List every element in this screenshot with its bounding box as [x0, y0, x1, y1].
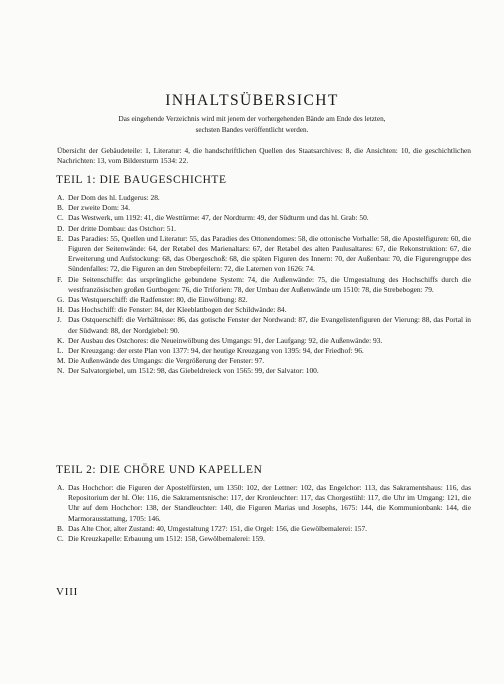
entry-letter: B. [57, 523, 64, 533]
toc-entry [57, 524, 471, 534]
toc-entry [57, 483, 471, 524]
entry-letter: G. [57, 295, 65, 305]
toc-entry [57, 346, 471, 356]
entry-text: Das Westwerk, um 1192: 41, die Westtürme: 47, der Nordturm: 49, der Südturm und das hl. Grab: 50. [68, 213, 369, 223]
entry-text: Der Ausbau des Ostchores: die Neueinwölbung des Umgangs: 91, der Laufgang: 92, die Außenwände: 93. [68, 335, 383, 345]
overview-paragraph: Übersicht der Gebäudeteile: 1, Literatur: 4, die handschriftlichen Quellen des Staatsarchives: 8, die Ansichten: 10, die geschichtlichen Nachrichten: 13, vom Bildersturm 1534: 22. [57, 146, 471, 166]
entry-letter: A. [57, 193, 65, 202]
toc-entry [57, 234, 471, 275]
entry-letter: E. [57, 233, 64, 243]
entry-text: Der Salvatorgiebel, um 1512: 98, das Giebeldreieck von 1565: 99, der Salvator: 100. [68, 366, 319, 376]
entry-text: Das Paradies: 55, Quellen und Literatur: 55, das Paradies des Ottonendomes: 58, die ottonische Vorhalle: 58, die Apostelfiguren: 60, die Figuren der Seitenwände: 64, der Retabel des Marienaltars: 67, der Retabel des alten Paulusaltares: 67, die Rekonstruktion: 67, die Erweiterung und Aufstockung: 68, das Obergeschoß: 68, die späten Figuren des Innern: 70, der Außenbau: 70, die Figurengruppe des Sündenfalles: 72, die Figuren an den Strebepfeilern: 72, die Laternen von 1626: 74. [68, 233, 471, 274]
section-heading-teil-1: TEIL 1: DIE BAUGESCHICHTE [56, 174, 227, 186]
entry-text: Der zweite Dom: 34. [68, 203, 130, 213]
entry-letter: H. [57, 305, 65, 315]
entry-text: Der Dom des hl. Ludgerus: 28. [68, 193, 160, 202]
entry-text: Die Kreuzkapelle: Erbauung um 1512: 158, Gewölbemalerei: 159. [68, 534, 265, 544]
subtitle-line-2: sechsten Bandes veröffentlicht werden. [195, 125, 309, 134]
entry-text: Das Alte Chor, alter Zustand: 40, Umgestaltung 1727: 151, die Orgel: 156, die Gewölbemalerei: 157. [68, 523, 368, 533]
entry-text: Das Ostquerschiff: die Verhältnisse: 86, das gotische Fenster der Nordwand: 87, die Evangelistenfiguren der Vierung: 88, das Portal in der Südwand: 88, der Nordgiebel: 90. [68, 315, 471, 335]
subtitle-line-1: Das eingehende Verzeichnis wird mit jenem der vorhergehenden Bände am Ende des letzten, [118, 115, 386, 123]
entry-text: Das Hochschiff: die Fenster: 84, der Kleeblattbogen der Schildwände: 84. [68, 305, 287, 315]
toc-entry [57, 336, 471, 346]
toc-entry [57, 275, 471, 295]
toc-entry [57, 356, 471, 366]
entry-letter: B. [57, 203, 64, 213]
toc-entry [57, 213, 471, 223]
toc-entry [57, 366, 471, 376]
entry-text: Die Seitenschiffe: das ursprüngliche gebundene System: 74, die Außenwände: 75, die Umgestaltung des Hochschiffs durch die westfranzösischen großen Gurtbogen: 76, die Triforien: 78, der Umbau der Außenwände um 1510: 78, die Strebebogen: 79. [68, 274, 471, 294]
entry-letter: M. [57, 356, 66, 366]
entry-letter: D. [57, 223, 65, 233]
section-heading-teil-2: TEIL 2: DIE CHÖRE UND KAPELLEN [56, 464, 263, 476]
entry-letter: L. [57, 346, 64, 356]
teil-1-entry-list [57, 193, 471, 377]
entry-text: Der Kreuzgang: der erste Plan von 1377: 94, der heutige Kreuzgang von 1395: 94, der Friedhof: 96. [68, 346, 364, 356]
toc-entry [57, 203, 471, 213]
entry-text: Der dritte Dombau: das Ostchor: 51. [68, 223, 176, 233]
entry-text: Das Hochchor: die Figuren der Apostelfürsten, um 1350: 102, der Lettner: 102, das Engelchor: 113, das Sakramentshaus: 116, das Repositorium der hl. Öle: 116, die Sakramentsnische: 117, der Kronleuchter: 117, das Chorgestühl: 117, die Uhr im Umgang: 121, die Uhr auf dem Hochchor: 138, der Standleuchter: 140, die Figuren Marias und Josephs, 1675: 144, die Kommunionbank: 144, die Marmorausstattung, 1705: 146. [68, 483, 471, 523]
page-title: INHALTSÜBERSICHT [165, 92, 339, 109]
page-number: VIII [56, 586, 79, 598]
toc-entry [57, 534, 471, 544]
entry-letter: K. [57, 335, 65, 345]
toc-entry [57, 224, 471, 234]
toc-entry [57, 315, 471, 335]
entry-letter: A. [57, 483, 65, 492]
entry-text: Das Westquerschiff: die Radfenster: 80, die Einwölbung: 82. [68, 295, 248, 305]
entry-letter: C. [57, 534, 64, 544]
toc-entry [57, 305, 471, 315]
entry-letter: C. [57, 213, 64, 223]
toc-entry [57, 295, 471, 305]
entry-text: Die Außenwände des Umgangs: die Vergrößerung der Fenster: 97. [68, 356, 265, 366]
subtitle [90, 114, 414, 135]
entry-letter: J. [57, 315, 62, 325]
entry-letter: N. [57, 366, 65, 376]
teil-2-entry-list [57, 483, 471, 544]
entry-letter: F. [57, 274, 63, 284]
toc-entry [57, 193, 471, 203]
